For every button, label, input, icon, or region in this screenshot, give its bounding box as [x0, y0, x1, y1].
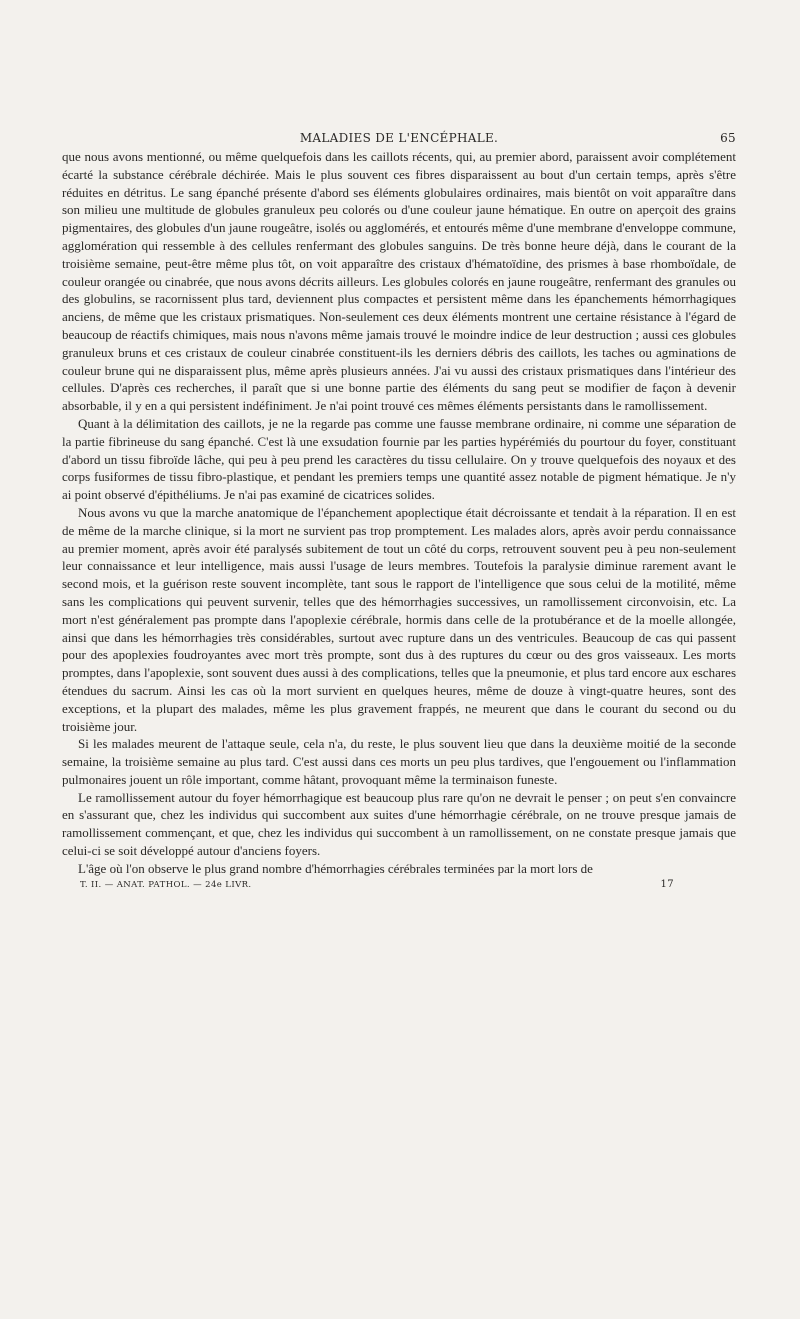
body-text — [62, 148, 736, 878]
running-title: MALADIES DE L'ENCÉPHALE. — [299, 131, 499, 145]
quire-number: 17 — [660, 878, 674, 890]
running-header — [62, 128, 736, 148]
paragraph: Le ramollissement autour du foyer hémorrhagique est beaucoup plus rare qu'on ne devrait le penser ; on peut s'en convaincre en s'assurant que, chez les individus qui succombent aux suites d'une hémorrhagie cérébrale, on ne trouve presque jamais de ramollissement commençant, et que, chez les individus qui succombent à un ramollissement, on ne constate presque jamais que celui-ci se soit développé autour d'anciens foyers. — [62, 789, 736, 859]
page-number: 65 — [720, 131, 736, 145]
page — [62, 128, 736, 896]
paragraph: que nous avons mentionné, ou même quelquefois dans les caillots récents, qui, au premier abord, paraissent avoir complétement écarté la substance cérébrale déchirée. Mais le plus souvent ces fibres disparaissent au bout d'un certain temps, après s'être réduites en détritus. Le sang épanché présente d'abord ses éléments globulaires ordinaires, mais bientôt on voit apparaître dans son milieu une multitude de globules granuleux peu colorés ou d'une couleur jaune hématique. En outre on aperçoit des grains pigmentaires, des globules d'un jaune rougeâtre, isolés ou agglomérés, et entourés même d'une membrane d'enveloppe commune, agglomération qui ressemble à des cellules renfermant des globules sanguins. De très bonne heure déjà, dans le courant de la troisième semaine, peut-être même plus tôt, on voit apparaître des cristaux d'hématoïdine, des prismes à base rhomboïdale, de couleur orangée ou cinabrée, que nous avons décrits ailleurs. Les globules colorés en jaune rougeâtre, renfermant des granules ou des globulins, se racornissent plus tard, deviennent plus compactes et persistent même dans les épanchements hémorrhagiques anciens, de même que les cristaux prismatiques. Non-seulement ces deux éléments montrent une certaine résistance à l'égard de beaucoup de réactifs chimiques, mais nous n'avons même jamais trouvé le moindre indice de leur destruction ; aussi ces globules granuleux bruns et ces cristaux de couleur cinabrée constituent-ils les derniers débris des caillots, les taches ou agminations de couleur brune qui ne disparaissent plus, même après plusieurs années. J'ai vu aussi des cristaux prismatiques dans l'intérieur des cellules. D'après ces recherches, il paraît que si une bonne partie des éléments du sang peut se modifier de façon à devenir absorbable, il y en a qui persistent indéfiniment. Je n'ai point trouvé ces mêmes éléments persistants dans le ramollissement. — [62, 149, 736, 414]
paragraph: Si les malades meurent de l'attaque seule, cela n'a, du reste, le plus souvent lieu que dans la deuxième moitié de la seconde semaine, la troisième semaine au plus tard. C'est aussi dans ces morts un peu plus tardives, que l'engouement ou l'inflammation pulmonaires jouent un rôle important, comme hâtant, provoquant même la terminaison funeste. — [62, 736, 736, 787]
signature-mark: T. II. — ANAT. PATHOL. — 24e LIVR. — [80, 879, 252, 890]
paragraph: Nous avons vu que la marche anatomique de l'épanchement apoplectique était décroissante et tendait à la réparation. Il en est de même de la marche clinique, si la mort ne survient pas trop promptement. Les malades alors, après avoir perdu connaissance au premier moment, après avoir été paralysés subitement de tout un côté du corps, retrouvent souvent peu à peu non-seulement leur connaissance et leur intelligence, mais aussi l'usage de leurs membres. Toutefois la paralysie diminue rarement avant le second mois, et la guérison reste souvent incomplète, tant sous le rapport de l'intelligence que sous celui de la motilité, même sans les complications qui peuvent survenir, telles que des hémorrhagies successives, un ramollissement circonvoisin, etc. La mort n'est généralement pas prompte dans l'apoplexie cérébrale, hormis dans celle de la protubérance et de la moelle allongée, ainsi que dans les hémorrhagies très considérables, surtout avec rupture dans un des ventricules. Beaucoup de cas qui passent pour des apoplexies foudroyantes avec mort très prompte, sont dus à des ruptures du cœur ou des gros vaisseaux. Les morts promptes, dans l'apoplexie, sont souvent dues aussi à des complications, telles que la pneumonie, et plus tard encore aux eschares étendues du sacrum. Ainsi les cas où la mort survient en quelques heures, même de douze à vingt-quatre heures, sont des exceptions, et la plupart des malades, même les plus gravement frappés, ne meurent que dans le courant du second ou du troisième jour. — [62, 504, 736, 734]
paragraph: Quant à la délimitation des caillots, je ne la regarde pas comme une fausse membrane ordinaire, ni comme une séparation de la partie fibrineuse du sang épanché. C'est là une exsudation fournie par les parties hypérémiés du pourtour du foyer, constituant d'abord un tissu fibroïde lâche, qui peu à peu prend les caractères du tissu cellulaire. On y trouve quelquefois des noyaux et des corps fusiformes de tissu fibro-plastique, et pendant les premiers temps une quantité assez notable de pigment hématique. Je n'y ai point observé d'épithéliums. Je n'ai pas examiné de cicatrices solides. — [62, 415, 736, 503]
paragraph: L'âge où l'on observe le plus grand nombre d'hémorrhagies cérébrales terminées par la mort lors de — [78, 860, 593, 876]
page-footer — [62, 878, 736, 896]
